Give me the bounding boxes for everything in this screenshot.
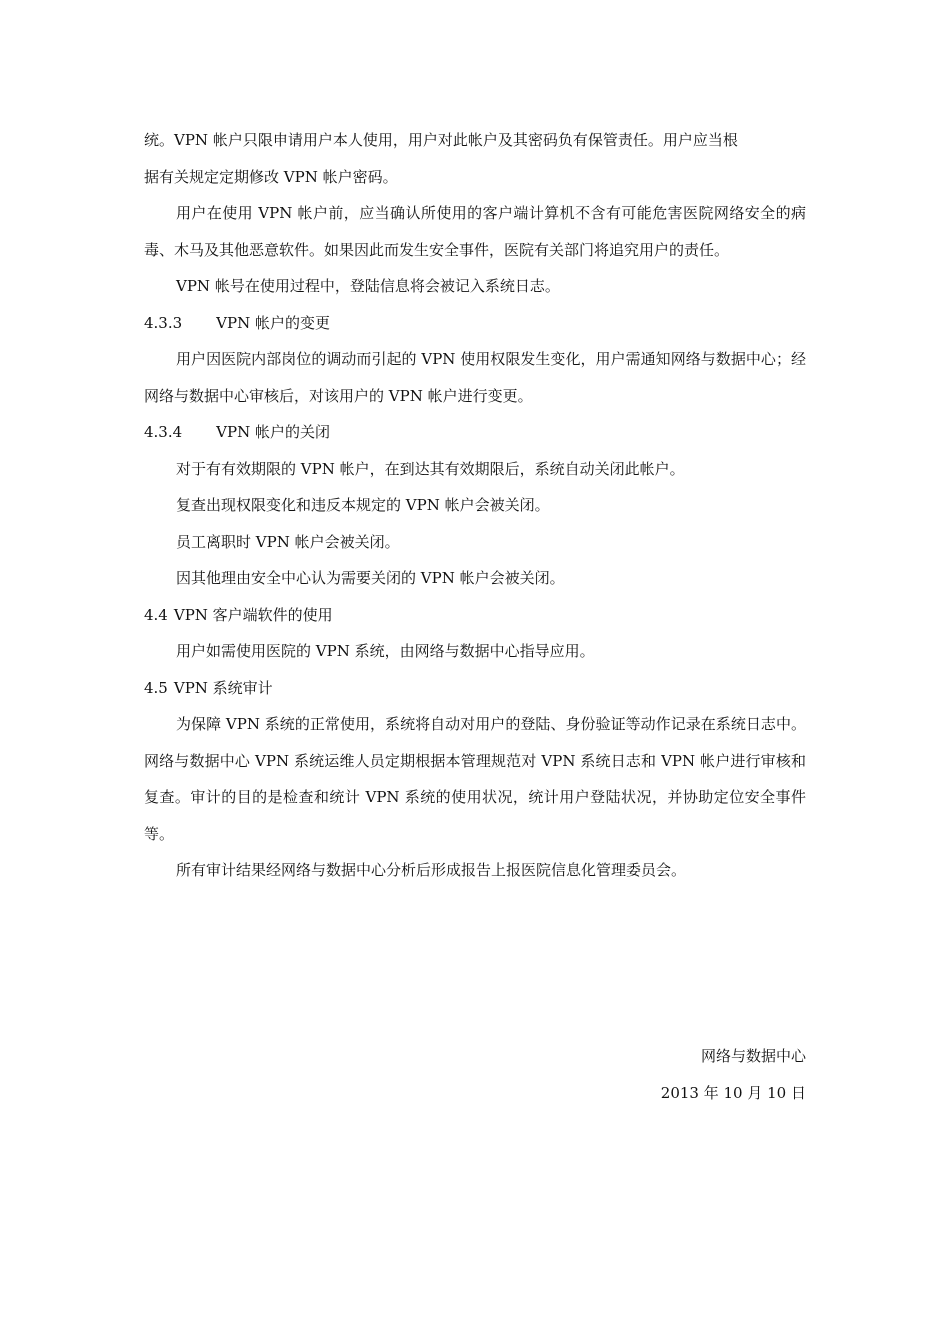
section-title: VPN 帐户的变更	[216, 313, 330, 332]
section-number: 4.4	[144, 605, 168, 624]
paragraph-continuation	[144, 122, 806, 195]
section-heading-4-3-3	[144, 305, 806, 342]
paragraph-resignation-close: 员工离职时 VPN 帐户会被关闭。	[176, 532, 400, 551]
document-body	[144, 122, 806, 889]
section-number: 4.5	[144, 678, 168, 697]
paragraph-client-security: 用户在使用 VPN 帐户前，应当确认所使用的客户端计算机不含有可能危害医院网络安全的病毒、木马及其他恶意软件。如果因此而发生安全事件，医院有关部门将追究用户的责任。	[144, 204, 806, 259]
signature-block	[661, 1038, 806, 1111]
section-heading-4-5	[144, 670, 806, 707]
paragraph-expiry-close: 对于有有效期限的 VPN 帐户，在到达其有效期限后，系统自动关闭此帐户。	[176, 459, 685, 478]
section-title: VPN 帐户的关闭	[216, 423, 330, 441]
signature-date: 2013 年 10 月 10 日	[660, 1083, 806, 1102]
section-title: VPN 客户端软件的使用	[173, 605, 333, 624]
paragraph-audit-report: 所有审计结果经网络与数据中心分析后形成报告上报医院信息化管理委员会。	[176, 861, 687, 879]
paragraph-client-usage: 用户如需使用医院的 VPN 系统，由网络与数据中心指导应用。	[176, 642, 595, 660]
paragraph-violation-close: 复查出现权限变化和违反本规定的 VPN 帐户会被关闭。	[176, 496, 550, 514]
section-heading-4-4	[144, 597, 806, 634]
paragraph-audit-description: 为保障 VPN 系统的正常使用，系统将自动对用户的登陆、身份验证等动作记录在系统日志中。网络与数据中心 VPN 系统运维人员定期根据本管理规范对 VPN 系统日志和 VPN 帐户进行审核和复查。审计的目的是检查和统计 VPN 系统的使用状况，统计用户登陆状况，并协助定位安全事件等。	[144, 715, 806, 843]
paragraph-other-close: 因其他理由安全中心认为需要关闭的 VPN 帐户会被关闭。	[176, 569, 565, 587]
paragraph-continuation-line-1: 统。VPN 帐户只限申请用户本人使用，用户对此帐户及其密码负有保管责任。用户应当根	[144, 131, 738, 149]
section-title: VPN 系统审计	[173, 678, 273, 697]
signature-organization: 网络与数据中心	[700, 1047, 806, 1065]
section-number: 4.3.4	[144, 423, 183, 441]
paragraph-continuation-line-2: 据有关规定定期修改 VPN 帐户密码。	[144, 167, 398, 186]
paragraph-account-change: 用户因医院内部岗位的调动而引起的 VPN 使用权限发生变化，用户需通知网络与数据中心；经网络与数据中心审核后，对该用户的 VPN 帐户进行变更。	[144, 350, 806, 405]
section-heading-4-3-4	[144, 414, 806, 451]
paragraph-login-log: VPN 帐号在使用过程中，登陆信息将会被记入系统日志。	[176, 277, 560, 295]
section-number: 4.3.3	[144, 313, 183, 332]
